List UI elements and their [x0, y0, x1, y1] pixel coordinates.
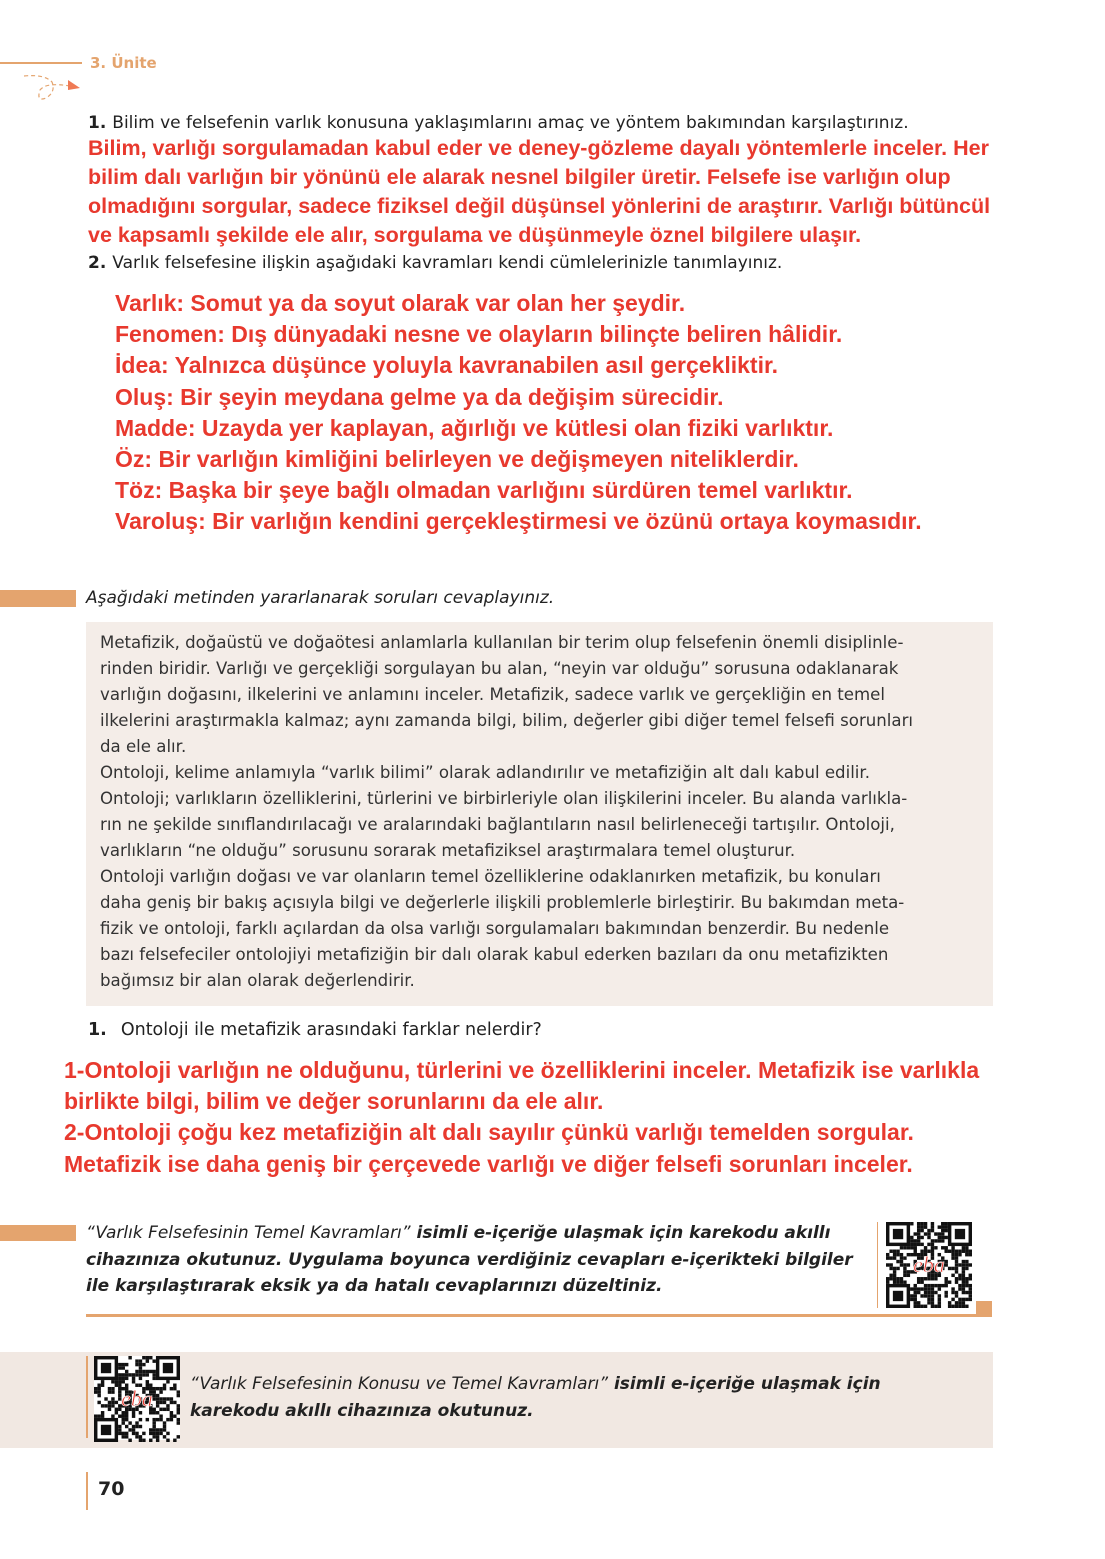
page-number-rule	[86, 1472, 88, 1510]
passage-line: da ele alır.	[100, 737, 187, 756]
question-number: 1.	[88, 113, 107, 133]
passage-line: ilkelerini araştırmakla kalmaz; aynı zamanda bilgi, bilim, değerler gibi diğer temel felsefi sorunları	[100, 711, 914, 730]
passage-line: bağımsız bir alan olarak değerlendirir.	[100, 971, 415, 990]
definition-line: Varoluş: Bir varlığın kendini gerçekleştirmesi ve özünü ortaya koymasıdır.	[115, 508, 922, 535]
passage-line: Ontoloji varlığın doğası ve var olanların temel özelliklerine odaklanırken metafizik, bu konuları	[100, 867, 881, 886]
passage-line: fizik ve ontoloji, farklı açılardan da olsa varlığı sorgulamaları bakımından benzerdir. Bu nedenle	[100, 919, 890, 938]
answer-line: bilim dalı varlığın bir yönünü ele alarak nesnel bilgiler üretir. Felsefe ise varlığın olup	[88, 165, 951, 189]
section-marker	[0, 590, 76, 607]
unit-rule	[0, 62, 82, 64]
passage-line: rın ne şekilde sınıflandırılacağı ve aralarındaki bağlantıların nasıl belirleneceği tartışılır. Ontoloji,	[100, 815, 895, 834]
definition-line: İdea: Yalnızca düşünce yoluyla kavranabilen asıl gerçekliktir.	[115, 352, 779, 379]
answer-line: 1-Ontoloji varlığın ne olduğunu, türlerini ve özelliklerini inceler. Metafizik ise varlıkla	[64, 1057, 980, 1083]
definition-line: Madde: Uzayda yer kaplayan, ağırlığı ve kütlesi olan fiziki varlıktır.	[115, 414, 834, 441]
question-text: Varlık felsefesine ilişkin aşağıdaki kavramları kendi cümlelerinizle tanımlayınız.	[112, 253, 783, 273]
question-text: Bilim ve felsefenin varlık konusuna yaklaşımlarını amaç ve yöntem bakımından karşılaştırınız.	[112, 113, 909, 133]
svg-text:eba: eba	[121, 1386, 153, 1411]
question-number: 2.	[88, 253, 107, 273]
definition-line: Varlık: Somut ya da soyut olarak var olan her şeydir.	[115, 290, 686, 316]
definition-line: Töz: Başka bir şeye bağlı olmadan varlığını sürdüren temel varlıktır.	[115, 477, 853, 504]
econtent-text: isimli e-içeriğe ulaşmak için karekodu akıllı cihazınıza okutunuz. Uygulama boyunca verdiğiniz cevapları e-içerikteki bilgiler ile karşılaştırarak eksik ya da hatalı cevaplarınızı düzeltiniz.	[86, 1223, 853, 1296]
corner-marker	[976, 1301, 992, 1317]
answer-line: 2-Ontoloji çoğu kez metafiziğin alt dalı sayılır çünkü varlığı temelden sorgular.	[64, 1119, 914, 1146]
definitions-answer	[115, 288, 922, 538]
reading-passage	[86, 622, 993, 1006]
econtent-note-2	[190, 1371, 950, 1424]
answer-line: ve kapsamlı şekilde ele alır, sorgulama ve düşünmeyle öznel bilgilere ulaşır.	[88, 223, 862, 247]
passage-line: rinden biridir. Varlığı ve gerçekliği sorgulayan bu alan, “neyin var olduğu” sorusuna odaklanarak	[100, 659, 899, 678]
econtent-text: isimli e-içeriğe ulaşmak için karekodu akıllı cihazınıza okutunuz.	[190, 1374, 881, 1421]
passage-line: Ontoloji, kelime anlamıyla “varlık bilimi” olarak adlandırılır ve metafiziğin alt dalı kabul edilir.	[100, 763, 870, 782]
passage-line: bazı felsefeciler ontolojiyi metafiziğin bir dalı olarak kabul ederken bazıları da onu metafizikten	[100, 945, 889, 964]
definition-line: Oluş: Bir şeyin meydana gelme ya da değişim sürecidir.	[115, 383, 724, 410]
section-marker	[0, 1225, 76, 1241]
page-number: 70	[98, 1478, 125, 1500]
passage-line: daha geniş bir bakış açısıyla bilgi ve değerlerle ilişkili problemlerle birleştirir. Bu bakımdan meta-	[100, 893, 905, 912]
section-rule	[86, 1314, 976, 1317]
question-3	[88, 1020, 542, 1040]
question-1	[88, 113, 909, 133]
passage-line: Metafizik, doğaüstü ve doğaötesi anlamlarla kullanılan bir terim olup felsefenin önemli disiplinle-	[100, 633, 904, 652]
answer-line: Bilim, varlığı sorgulamadan kabul eder ve deney-gözleme dayalı yöntemlerle inceler. Her	[88, 136, 989, 160]
divider	[86, 1356, 88, 1438]
passage-line: varlıkların “ne olduğu” sorusunu sorarak metafiziksel araştırmalara temel oluşturur.	[100, 841, 796, 860]
unit-label: 3. Ünite	[90, 54, 157, 72]
answer-line: birlikte bilgi, bilim ve değer sorunlarını da ele alır.	[64, 1088, 604, 1115]
passage-line: Ontoloji; varlıkların özelliklerini, türlerini ve birbirleriyle olan ilişkilerini inceler. Bu alanda varlıkla-	[100, 789, 908, 808]
econtent-title: “Varlık Felsefesinin Temel Kavramları”	[86, 1223, 411, 1243]
econtent-note-1	[86, 1220, 856, 1300]
svg-text:eba: eba	[913, 1252, 945, 1277]
definition-line: Öz: Bir varlığın kimliğini belirleyen ve değişmeyen niteliklerdir.	[115, 446, 799, 473]
divider	[877, 1222, 878, 1308]
answer-1	[88, 134, 1088, 250]
passage-line: varlığın doğasını, ilkelerini ve anlamını inceler. Metafizik, sadece varlık ve gerçekliğin en temel	[100, 685, 885, 704]
question-text: Ontoloji ile metafizik arasındaki farklar nelerdir?	[120, 1020, 542, 1040]
question-2	[88, 253, 782, 273]
qr-code-1[interactable]	[886, 1222, 972, 1308]
definition-line: Fenomen: Dış dünyadaki nesne ve olayların bilinçte beliren hâlidir.	[115, 321, 843, 348]
econtent-title: “Varlık Felsefesinin Konusu ve Temel Kavramları”	[190, 1374, 609, 1394]
answer-line: Metafizik ise daha geniş bir çerçevede varlığı ve diğer felsefi sorunları inceler.	[64, 1150, 913, 1177]
dashed-arrow-icon	[22, 72, 84, 106]
qr-code-2[interactable]	[94, 1356, 180, 1440]
reading-instruction: Aşağıdaki metinden yararlanarak soruları cevaplayınız.	[86, 588, 555, 608]
answer-3	[64, 1055, 1094, 1180]
answer-line: olmadığını sorgular, sadece fiziksel değil düşünsel yönlerini de araştırır. Varlığı bütüncül	[88, 194, 991, 218]
question-number: 1.	[88, 1020, 107, 1040]
